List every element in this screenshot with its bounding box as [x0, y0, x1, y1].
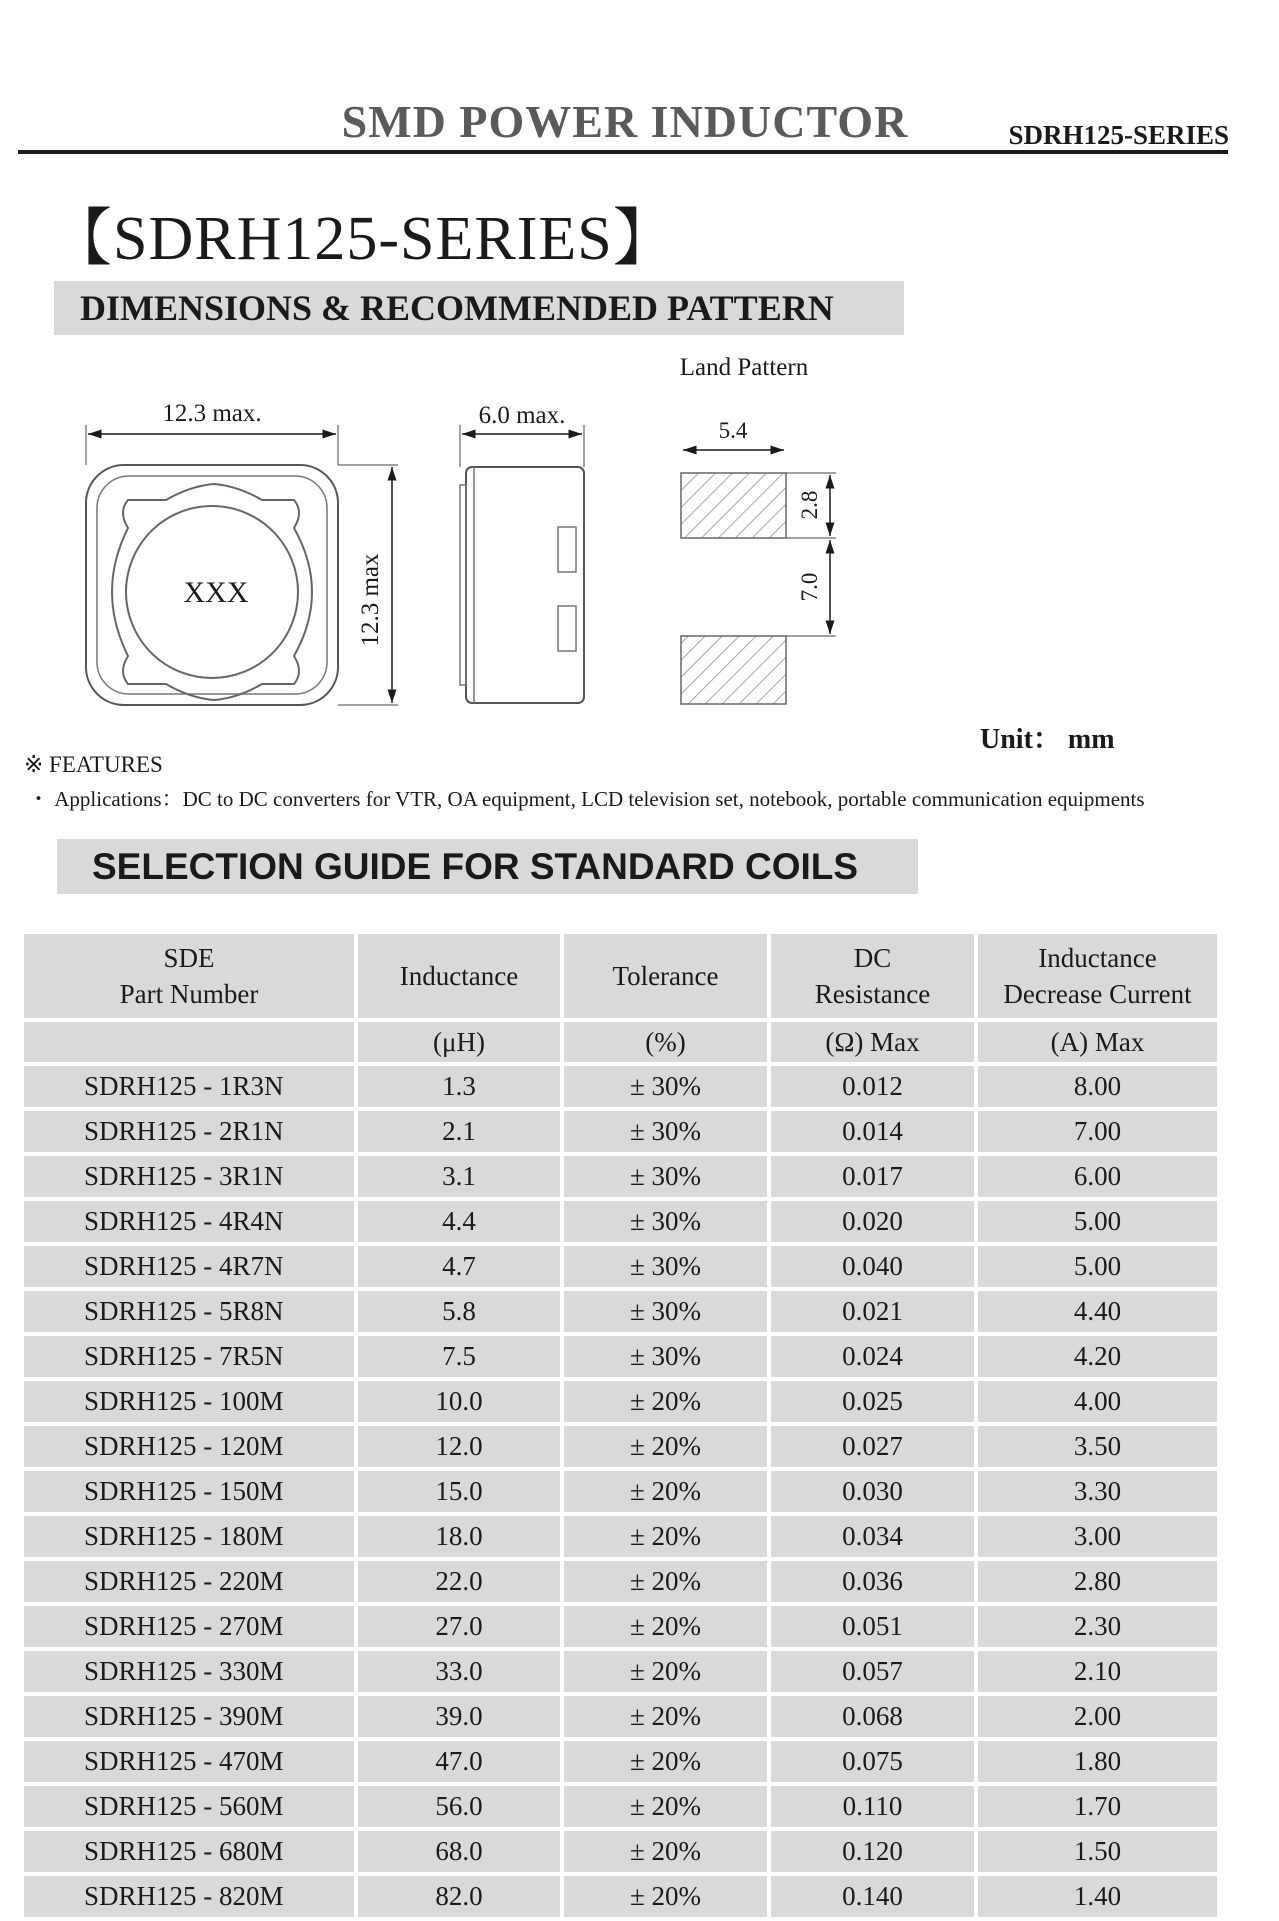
cell-part-number: SDRH125 - 1R3N	[24, 1066, 354, 1107]
table-row	[24, 1471, 1217, 1512]
side-view-terminal-bottom	[558, 606, 576, 651]
cell-tolerance: ± 20%	[564, 1606, 767, 1647]
cell-inductance: 7.5	[358, 1336, 560, 1377]
table-row	[24, 1651, 1217, 1692]
cell-inductance: 18.0	[358, 1516, 560, 1557]
cell-part-number: SDRH125 - 390M	[24, 1696, 354, 1737]
table-row	[24, 1516, 1217, 1557]
cell-tolerance: ± 30%	[564, 1336, 767, 1377]
cell-dc-resistance: 0.012	[771, 1066, 974, 1107]
cell-tolerance: ± 30%	[564, 1111, 767, 1152]
dimension-drawing	[0, 345, 1279, 725]
side-width-label: 6.0 max.	[478, 402, 566, 429]
header-tolerance	[564, 934, 767, 1018]
cell-part-number: SDRH125 - 220M	[24, 1561, 354, 1602]
header-inductance	[358, 934, 560, 1018]
cell-decrease-current: 3.00	[978, 1516, 1217, 1557]
cell-inductance: 12.0	[358, 1426, 560, 1467]
cell-inductance: 1.3	[358, 1066, 560, 1107]
cell-inductance: 56.0	[358, 1786, 560, 1827]
cell-inductance: 47.0	[358, 1741, 560, 1782]
gap-label: 7.0	[797, 572, 822, 602]
header-line: DC	[853, 943, 892, 973]
cell-inductance: 68.0	[358, 1831, 560, 1872]
table-row	[24, 1111, 1217, 1152]
cell-part-number: SDRH125 - 180M	[24, 1516, 354, 1557]
pad-height-label: 2.8	[797, 490, 822, 520]
cell-tolerance: ± 20%	[564, 1471, 767, 1512]
cell-decrease-current: 5.00	[978, 1201, 1217, 1242]
header-decrease-current	[978, 934, 1217, 1018]
selection-table	[20, 930, 1221, 1921]
cell-decrease-current: 2.30	[978, 1606, 1217, 1647]
table-row	[24, 1831, 1217, 1872]
title-rule	[18, 150, 1228, 154]
land-pattern	[680, 354, 836, 704]
top-view	[86, 400, 398, 705]
cell-dc-resistance: 0.110	[771, 1786, 974, 1827]
header-line: Resistance	[814, 979, 931, 1009]
table-row	[24, 1786, 1217, 1827]
cell-inductance: 4.7	[358, 1246, 560, 1287]
table-row	[24, 1246, 1217, 1287]
cell-tolerance: ± 30%	[564, 1156, 767, 1197]
cell-decrease-current: 2.80	[978, 1561, 1217, 1602]
series-code: SDRH125-SERIES	[1008, 120, 1229, 150]
table-row	[24, 1561, 1217, 1602]
table-row	[24, 1201, 1217, 1242]
cell-decrease-current: 4.40	[978, 1291, 1217, 1332]
header-line: SDE	[163, 943, 215, 973]
cell-tolerance: ± 30%	[564, 1291, 767, 1332]
cell-part-number: SDRH125 - 5R8N	[24, 1291, 354, 1332]
cell-decrease-current: 4.20	[978, 1336, 1217, 1377]
cell-part-number: SDRH125 - 4R7N	[24, 1246, 354, 1287]
unit-label: Unit： mm	[980, 724, 1115, 755]
header-part-number	[24, 934, 354, 1018]
cell-dc-resistance: 0.024	[771, 1336, 974, 1377]
top-view-marking: XXX	[183, 576, 249, 609]
cell-tolerance: ± 20%	[564, 1786, 767, 1827]
header-line: Inductance	[1038, 943, 1157, 973]
header-line: Part Number	[119, 979, 259, 1009]
cell-inductance: 33.0	[358, 1651, 560, 1692]
cell-part-number: SDRH125 - 4R4N	[24, 1201, 354, 1242]
cell-decrease-current: 1.50	[978, 1831, 1217, 1872]
cell-dc-resistance: 0.140	[771, 1876, 974, 1917]
document-title: SMD POWER INDUCTOR	[341, 96, 909, 147]
cell-dc-resistance: 0.021	[771, 1291, 974, 1332]
cell-decrease-current: 2.10	[978, 1651, 1217, 1692]
cell-tolerance: ± 20%	[564, 1696, 767, 1737]
table-unit-row	[24, 1022, 1217, 1062]
cell-decrease-current: 6.00	[978, 1156, 1217, 1197]
cell-part-number: SDRH125 - 7R5N	[24, 1336, 354, 1377]
table-row	[24, 1696, 1217, 1737]
cell-part-number: SDRH125 - 560M	[24, 1786, 354, 1827]
cell-part-number: SDRH125 - 330M	[24, 1651, 354, 1692]
cell-part-number: SDRH125 - 680M	[24, 1831, 354, 1872]
cell-dc-resistance: 0.068	[771, 1696, 974, 1737]
header-line: Decrease Current	[1003, 979, 1192, 1009]
table-row	[24, 1606, 1217, 1647]
cell-decrease-current: 4.00	[978, 1381, 1217, 1422]
cell-dc-resistance: 0.051	[771, 1606, 974, 1647]
cell-decrease-current: 1.80	[978, 1741, 1217, 1782]
features-applications: ・ Applications：DC to DC converters for VTR, OA equipment, LCD television set, notebook, portable communication equipments	[28, 787, 1145, 811]
cell-tolerance: ± 20%	[564, 1831, 767, 1872]
series-heading: 【SDRH125-SERIES】	[50, 205, 676, 273]
cell-inductance: 15.0	[358, 1471, 560, 1512]
cell-dc-resistance: 0.027	[771, 1426, 974, 1467]
land-pattern-title: Land Pattern	[679, 354, 809, 381]
land-pad-bottom	[681, 636, 786, 704]
unit-tolerance: (%)	[564, 1022, 767, 1062]
cell-tolerance: ± 20%	[564, 1561, 767, 1602]
header-line: Tolerance	[612, 961, 719, 991]
unit-dc-resistance: (Ω) Max	[771, 1022, 974, 1062]
cell-part-number: SDRH125 - 820M	[24, 1876, 354, 1917]
top-height-label: 12.3 max	[357, 553, 384, 647]
cell-dc-resistance: 0.034	[771, 1516, 974, 1557]
cell-part-number: SDRH125 - 470M	[24, 1741, 354, 1782]
cell-inductance: 10.0	[358, 1381, 560, 1422]
cell-dc-resistance: 0.120	[771, 1831, 974, 1872]
table-row	[24, 1381, 1217, 1422]
cell-tolerance: ± 20%	[564, 1741, 767, 1782]
cell-inductance: 3.1	[358, 1156, 560, 1197]
selection-guide-banner: SELECTION GUIDE FOR STANDARD COILS	[57, 839, 918, 894]
cell-dc-resistance: 0.017	[771, 1156, 974, 1197]
cell-dc-resistance: 0.036	[771, 1561, 974, 1602]
table-row	[24, 1291, 1217, 1332]
table-row	[24, 1336, 1217, 1377]
table-row	[24, 1426, 1217, 1467]
dimensions-banner: DIMENSIONS & RECOMMENDED PATTERN	[54, 281, 904, 335]
cell-part-number: SDRH125 - 2R1N	[24, 1111, 354, 1152]
cell-dc-resistance: 0.025	[771, 1381, 974, 1422]
table-row	[24, 1066, 1217, 1107]
cell-tolerance: ± 30%	[564, 1201, 767, 1242]
unit-part-number	[24, 1022, 354, 1062]
header-line: Inductance	[399, 961, 519, 991]
cell-tolerance: ± 20%	[564, 1876, 767, 1917]
cell-decrease-current: 8.00	[978, 1066, 1217, 1107]
top-width-label: 12.3 max.	[162, 400, 262, 427]
cell-decrease-current: 3.30	[978, 1471, 1217, 1512]
features-heading: ※ FEATURES	[24, 752, 163, 777]
cell-decrease-current: 3.50	[978, 1426, 1217, 1467]
side-view-terminal-top	[558, 527, 576, 572]
cell-tolerance: ± 20%	[564, 1426, 767, 1467]
cell-tolerance: ± 30%	[564, 1066, 767, 1107]
side-view	[460, 402, 584, 703]
header-dc-resistance	[771, 934, 974, 1018]
cell-dc-resistance: 0.075	[771, 1741, 974, 1782]
table-header-row	[24, 934, 1217, 1018]
cell-inductance: 82.0	[358, 1876, 560, 1917]
cell-dc-resistance: 0.057	[771, 1651, 974, 1692]
cell-decrease-current: 1.40	[978, 1876, 1217, 1917]
cell-part-number: SDRH125 - 150M	[24, 1471, 354, 1512]
cell-part-number: SDRH125 - 120M	[24, 1426, 354, 1467]
cell-dc-resistance: 0.030	[771, 1471, 974, 1512]
table-row	[24, 1741, 1217, 1782]
cell-inductance: 39.0	[358, 1696, 560, 1737]
cell-inductance: 2.1	[358, 1111, 560, 1152]
table-row	[24, 1156, 1217, 1197]
side-view-body	[466, 467, 584, 703]
cell-tolerance: ± 20%	[564, 1651, 767, 1692]
unit-inductance: (μH)	[358, 1022, 560, 1062]
unit-decrease-current: (A) Max	[978, 1022, 1217, 1062]
cell-dc-resistance: 0.014	[771, 1111, 974, 1152]
cell-inductance: 4.4	[358, 1201, 560, 1242]
cell-decrease-current: 7.00	[978, 1111, 1217, 1152]
cell-tolerance: ± 20%	[564, 1381, 767, 1422]
land-pad-top	[681, 473, 786, 538]
cell-dc-resistance: 0.020	[771, 1201, 974, 1242]
cell-decrease-current: 1.70	[978, 1786, 1217, 1827]
cell-inductance: 27.0	[358, 1606, 560, 1647]
cell-part-number: SDRH125 - 270M	[24, 1606, 354, 1647]
table-row	[24, 1876, 1217, 1917]
cell-part-number: SDRH125 - 100M	[24, 1381, 354, 1422]
cell-decrease-current: 2.00	[978, 1696, 1217, 1737]
cell-dc-resistance: 0.040	[771, 1246, 974, 1287]
cell-decrease-current: 5.00	[978, 1246, 1217, 1287]
pad-width-label: 5.4	[718, 418, 748, 443]
cell-inductance: 22.0	[358, 1561, 560, 1602]
cell-tolerance: ± 20%	[564, 1516, 767, 1557]
cell-tolerance: ± 30%	[564, 1246, 767, 1287]
cell-part-number: SDRH125 - 3R1N	[24, 1156, 354, 1197]
cell-inductance: 5.8	[358, 1291, 560, 1332]
